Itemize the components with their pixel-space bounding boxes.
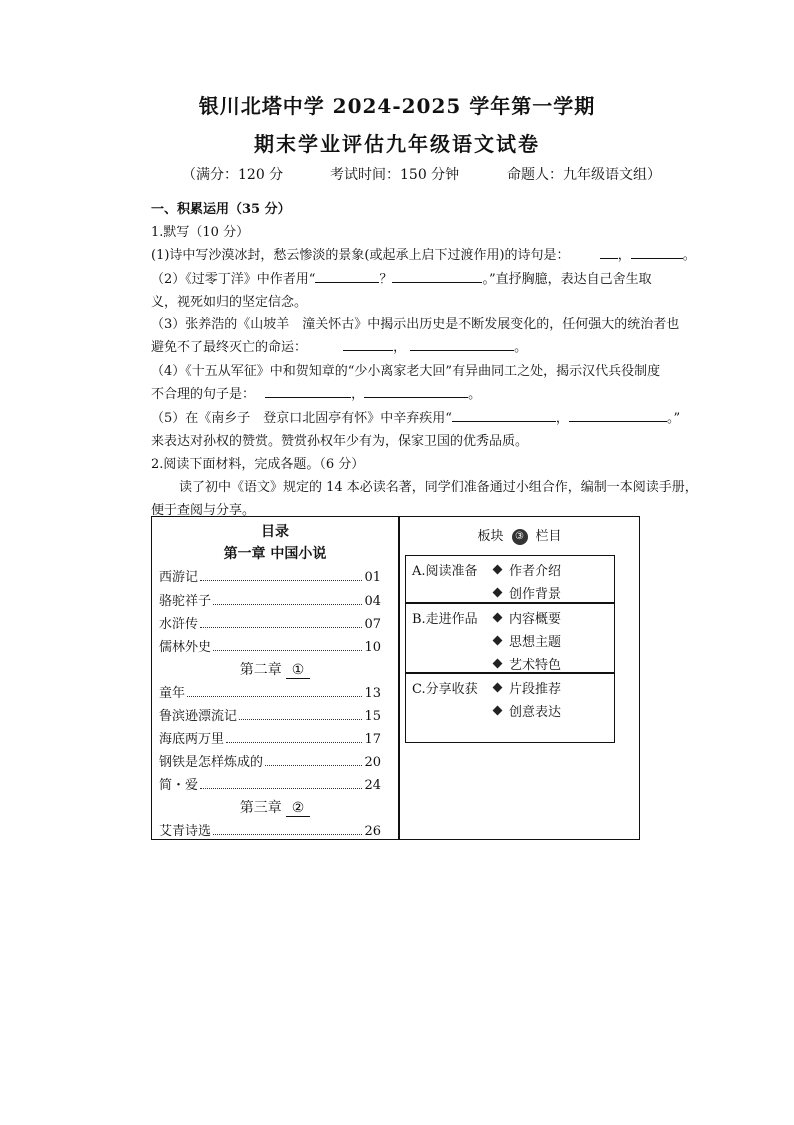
q1-4-sep: ， xyxy=(351,387,365,402)
toc-item-page: 26 xyxy=(364,824,381,839)
question-1-5-line1 xyxy=(151,407,680,426)
q1-5-blank-2[interactable] xyxy=(569,409,667,422)
diamond-bullet-icon xyxy=(493,659,503,669)
section-heading: 一、积累运用（35 分） xyxy=(151,202,291,217)
toc-item xyxy=(159,728,381,747)
toc-item xyxy=(159,751,381,770)
q1-1-end: 。 xyxy=(682,248,696,263)
toc-leader-dots xyxy=(239,719,362,720)
q1-2-continuation: 义，视死如归的坚定信念。 xyxy=(151,295,308,310)
chapter-3-blank[interactable]: ② xyxy=(286,800,311,817)
q1-4-blank-1[interactable] xyxy=(265,385,351,398)
toc-item-title: 鲁滨逊漂流记 xyxy=(159,709,238,724)
toc-item-title: 儒林外史 xyxy=(159,640,212,655)
toc-item-page: 20 xyxy=(364,755,381,770)
toc-leader-dots xyxy=(226,742,362,743)
toc-leader-dots xyxy=(187,696,362,697)
toc-item-title: 西游记 xyxy=(159,570,199,585)
toc-leader-dots xyxy=(200,627,362,628)
full-score: （满分：120 分 xyxy=(182,167,284,183)
board-section-c xyxy=(405,673,615,743)
toc-item xyxy=(159,682,381,701)
q1-3-text: 避免不了最终灭亡的命运： xyxy=(151,340,308,355)
toc-item xyxy=(159,636,381,655)
toc-chapter-1: 第一章 中国小说 xyxy=(223,546,327,562)
exam-title-line1: 银川北塔中学 2024-2025 学年第一学期 xyxy=(198,94,596,118)
question-1-4-line1: （4）《十五从军征》中和贺知章的“少小离家老大回”有异曲同工之处，揭示汉代兵役制度 xyxy=(151,364,661,379)
toc-item-title: 艾青诗选 xyxy=(159,824,212,839)
toc-item xyxy=(159,613,381,632)
toc-item-page: 13 xyxy=(364,686,381,701)
toc-item-title: 海底两万里 xyxy=(159,732,225,747)
board-column-item: 艺术特色 xyxy=(494,654,561,673)
figure-divider xyxy=(398,517,400,839)
toc-item-page: 15 xyxy=(364,709,381,724)
question-1-3-line2 xyxy=(151,336,527,355)
toc-item xyxy=(159,705,381,724)
board-head-left: 板块 xyxy=(477,529,504,544)
q1-1-blank-2[interactable] xyxy=(631,246,683,259)
board-section-b-name: B.走进作品 xyxy=(412,612,478,627)
q1-4-blank-2[interactable] xyxy=(364,385,468,398)
toc-item-page: 24 xyxy=(364,778,381,793)
exam-time: 考试时间：150 分钟 xyxy=(330,167,460,183)
q1-3-sep: ， xyxy=(393,340,407,355)
question-1-2 xyxy=(151,268,652,287)
exam-author: 命题人：九年级语文组） xyxy=(507,167,661,183)
q2-intro-line2: 便于查阅与分享。 xyxy=(151,503,256,518)
board-section-b xyxy=(405,603,615,673)
toc-item-page: 07 xyxy=(364,617,381,632)
q1-2-blank-2[interactable] xyxy=(392,270,482,283)
reading-handbook-figure xyxy=(151,516,640,840)
q1-5-blank-1[interactable] xyxy=(452,409,556,422)
toc-leader-dots xyxy=(213,604,362,605)
q1-2-text-c: 。”直抒胸臆，表达自己舍生取 xyxy=(482,272,652,287)
board-column-item: 作者介绍 xyxy=(494,560,561,579)
diamond-bullet-icon xyxy=(493,636,503,646)
blank-3-icon[interactable]: ③ xyxy=(512,529,528,545)
question-2-heading: 2.阅读下面材料，完成各题。（6 分） xyxy=(151,457,365,472)
q1-4-text: 不合理的句子是： xyxy=(151,387,256,402)
board-section-a-name: A.阅读准备 xyxy=(412,564,478,579)
board-column-item: 创意表达 xyxy=(494,701,561,720)
board-head-right: 栏目 xyxy=(535,529,562,544)
toc-item-title: 简・爱 xyxy=(159,778,199,793)
toc-item-page: 17 xyxy=(364,732,381,747)
q1-5-end: 。” xyxy=(666,411,681,426)
board-column-item: 思想主题 xyxy=(494,631,561,650)
toc-chapter-2 xyxy=(152,659,398,679)
toc-chapter-3 xyxy=(152,797,398,817)
board-section-c-name: C.分享收获 xyxy=(412,682,478,697)
toc-item-page: 10 xyxy=(364,640,381,655)
q1-1-text: (1)诗中写沙漠冰封，愁云惨淡的景象(或起承上启下过渡作用)的诗句是： xyxy=(151,248,570,263)
q1-3-blank-1[interactable] xyxy=(343,338,393,351)
toc-item-page: 01 xyxy=(364,570,381,585)
exam-title-line2: 期末学业评估九年级语文试卷 xyxy=(254,132,540,156)
q1-2-blank-1[interactable] xyxy=(315,270,379,283)
q2-intro-line1: 读了初中《语文》规定的 14 本必读名著，同学们准备通过小组合作，编制一本阅读手册， xyxy=(179,480,698,495)
q1-2-text-a: （2）《过零丁洋》中作者用“ xyxy=(151,272,316,287)
toc-leader-dots xyxy=(213,834,362,835)
q1-1-sep: ， xyxy=(617,248,631,263)
q1-1-blank-1[interactable] xyxy=(600,246,618,259)
toc-item xyxy=(159,566,381,585)
chapter-2-blank[interactable]: ① xyxy=(286,662,311,679)
toc-leader-dots xyxy=(265,765,362,766)
diamond-bullet-icon xyxy=(493,613,503,623)
toc-leader-dots xyxy=(200,580,362,581)
board-column-item: 片段推荐 xyxy=(494,678,561,697)
toc-item xyxy=(159,820,381,839)
toc-item-title: 水浒传 xyxy=(159,617,199,632)
question-1-1 xyxy=(151,244,696,263)
board-column-item: 内容概要 xyxy=(494,608,561,627)
chapter-2-label: 第二章 xyxy=(239,662,282,678)
toc-item-title: 骆驼祥子 xyxy=(159,594,212,609)
toc-item-page: 04 xyxy=(364,594,381,609)
toc-leader-dots xyxy=(213,650,362,651)
chapter-3-label: 第三章 xyxy=(239,800,282,816)
board-header xyxy=(398,525,641,545)
diamond-bullet-icon xyxy=(493,565,503,575)
q1-5-sep: ， xyxy=(555,411,569,426)
diamond-bullet-icon xyxy=(493,706,503,716)
toc-item-title: 童年 xyxy=(159,686,186,701)
q1-3-end: 。 xyxy=(514,340,528,355)
q1-2-text-b: ？ xyxy=(379,272,393,287)
board-section-a xyxy=(405,555,615,603)
toc-leader-dots xyxy=(200,788,362,789)
question-1-3-line1: （3）张养浩的《山坡羊 潼关怀古》中揭示出历史是不断发展变化的，任何强大的统治者也 xyxy=(151,317,680,332)
q1-4-end: 。 xyxy=(468,387,482,402)
diamond-bullet-icon xyxy=(493,588,503,598)
toc-item xyxy=(159,774,381,793)
q1-5-text: （5）在《南乡子 登京口北固亭有怀》中辛弃疾用“ xyxy=(151,411,452,426)
toc-item-title: 钢铁是怎样炼成的 xyxy=(159,755,264,770)
q1-3-blank-2[interactable] xyxy=(410,338,514,351)
question-1-4-line2 xyxy=(151,383,481,402)
board-column-item: 创作背景 xyxy=(494,583,561,602)
toc-heading: 目录 xyxy=(261,524,289,540)
diamond-bullet-icon xyxy=(493,683,503,693)
q1-5-continuation: 来表达对孙权的赞赏。赞赏孙权年少有为，保家卫国的优秀品质。 xyxy=(151,434,529,449)
question-1-heading: 1.默写（10 分） xyxy=(151,225,250,240)
toc-item xyxy=(159,590,381,609)
